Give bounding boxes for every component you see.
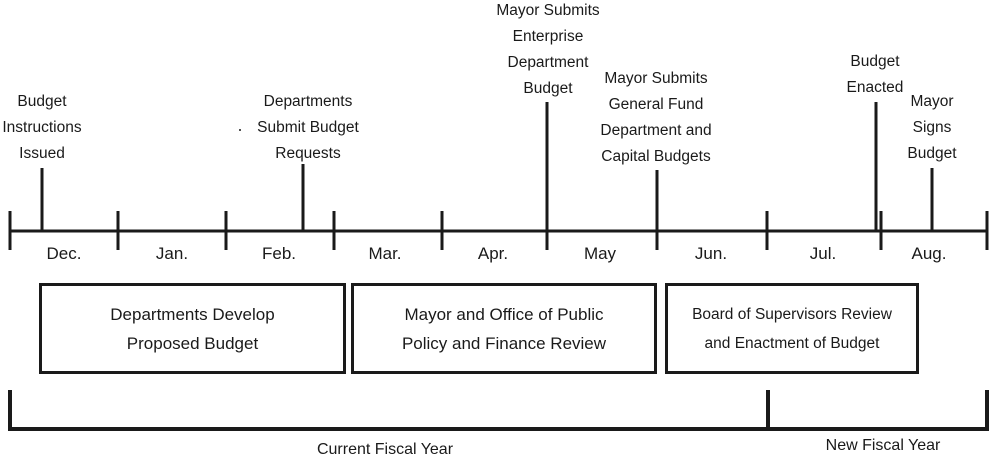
month-label: Mar. bbox=[368, 244, 402, 263]
phase-departments-develop: Departments Develop Proposed Budget bbox=[39, 283, 346, 374]
month-label: Apr. bbox=[477, 244, 509, 263]
milestone-budget-instructions: Budget Instructions Issued bbox=[2, 93, 82, 162]
fiscal-year-bracket bbox=[10, 390, 987, 429]
month-label: Feb. bbox=[261, 244, 297, 263]
milestone-mayor-general-fund: Mayor Submits General Fund Department and Capital Budgets bbox=[600, 70, 712, 165]
milestone-mayor-signs: Mayor Signs Budget bbox=[907, 93, 957, 162]
month-label: Dec. bbox=[46, 244, 82, 263]
milestone-mayor-enterprise: Mayor Submits Enterprise Department Budget bbox=[496, 2, 600, 97]
new-fiscal-year-label: New Fiscal Year bbox=[825, 437, 941, 454]
month-label: Aug. bbox=[911, 244, 947, 263]
month-label: Jul. bbox=[809, 244, 837, 263]
phase-board-review: Board of Supervisors Review and Enactment of Budget bbox=[665, 283, 919, 374]
phase-mayor-review: Mayor and Office of Public Policy and Finance Review bbox=[351, 283, 657, 374]
month-label: Jun. bbox=[694, 244, 728, 263]
milestone-budget-enacted: Budget Enacted bbox=[846, 53, 904, 96]
milestone-departments-submit: Departments Submit Budget Requests bbox=[257, 93, 359, 162]
current-fiscal-year-label: Current Fiscal Year bbox=[316, 441, 454, 458]
month-label: May bbox=[583, 244, 617, 263]
month-label: Jan. bbox=[155, 244, 189, 263]
